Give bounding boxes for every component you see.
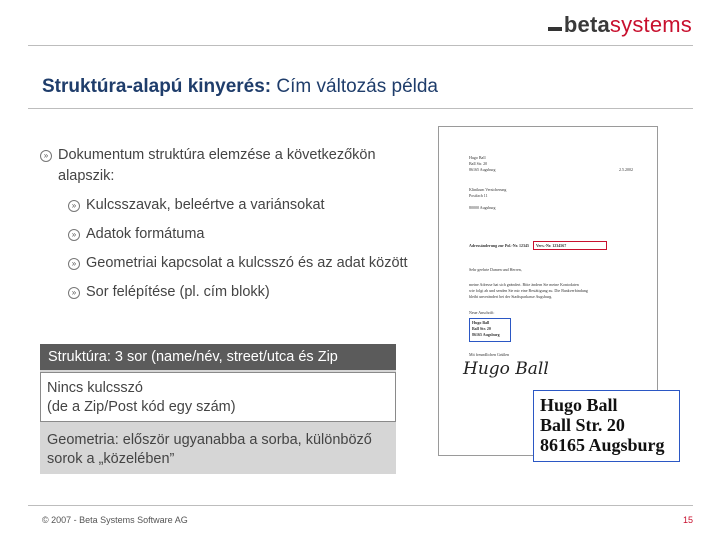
doc-recipient-line: 80000 Augsburg bbox=[469, 205, 496, 210]
no-keyword-box bbox=[40, 372, 396, 422]
logo-dash bbox=[548, 27, 562, 31]
bullet-text: Sor felépítése (pl. cím blokk) bbox=[86, 284, 270, 300]
title-divider bbox=[28, 108, 693, 109]
doc-sender-line: Ball Str. 20 bbox=[469, 161, 488, 166]
bullet-item bbox=[68, 224, 420, 245]
logo-systems: systems bbox=[609, 12, 692, 37]
bullet-arrow-icon: » bbox=[68, 258, 80, 270]
slide-title-bold: Struktúra-alapú kinyerés: bbox=[42, 76, 272, 97]
no-keyword-line: Nincs kulcsszó bbox=[47, 380, 143, 396]
doc-sender-line: Hugo Ball bbox=[469, 155, 486, 160]
bullet-arrow-icon: » bbox=[68, 287, 80, 299]
footer-divider bbox=[28, 505, 693, 506]
bullet-arrow-icon: » bbox=[68, 229, 80, 241]
bullet-arrow-icon: » bbox=[68, 200, 80, 212]
doc-new-address-label: Neue Anschrift: bbox=[469, 310, 495, 315]
slide-title-rest: Cím változás példa bbox=[271, 76, 438, 97]
doc-reference-label: Adressänderung zur Pol.-Nr. 12345 bbox=[469, 243, 530, 248]
bullet-text: Kulcsszavak, beleértve a variánsokat bbox=[86, 197, 325, 213]
logo-beta: beta bbox=[563, 12, 610, 37]
doc-sender-line: 86165 Augsburg bbox=[469, 167, 496, 172]
bullet-list bbox=[40, 145, 420, 303]
address-zoom-callout bbox=[533, 390, 680, 462]
doc-recipient-line: Klinikum Versicherung bbox=[469, 187, 507, 192]
doc-address-line: Hugo Ball bbox=[472, 320, 490, 325]
zoom-line: Hugo Ball bbox=[540, 395, 618, 415]
bullet-item bbox=[68, 253, 420, 274]
header-divider bbox=[28, 45, 693, 46]
beta-systems-logo bbox=[548, 12, 692, 38]
doc-signature: Hugo Ball bbox=[463, 359, 549, 379]
bullet-item bbox=[40, 145, 420, 187]
doc-date: 2.5.2002 bbox=[619, 167, 633, 172]
slide-title bbox=[42, 76, 438, 98]
doc-reference-value: Vers.-Nr. 1234567 bbox=[536, 243, 567, 248]
bullet-arrow-icon: » bbox=[40, 150, 52, 162]
doc-address-line: 86165 Augsburg bbox=[472, 332, 500, 337]
doc-body-line: bleibt unverändert bei der Stadtsparkasse Augsburg. bbox=[469, 294, 553, 299]
doc-address-line: Ball Str. 20 bbox=[472, 326, 491, 331]
doc-body-line: meine Adresse hat sich geändert. Bitte ändern Sie meine Kontodaten bbox=[469, 282, 579, 287]
structure-caption: Struktúra: 3 sor (name/név, street/utca és Zip bbox=[40, 344, 396, 370]
zoom-line: Ball Str. 20 bbox=[540, 415, 625, 435]
zoom-line: 86165 Augsburg bbox=[540, 435, 665, 455]
bullet-item bbox=[68, 282, 420, 303]
bullet-text: Adatok formátuma bbox=[86, 226, 205, 242]
footer-copyright: © 2007 - Beta Systems Software AG bbox=[42, 515, 188, 525]
doc-closing: Mit freundlichen Grüßen bbox=[469, 352, 509, 357]
geometry-caption: Geometria: először ugyanabba a sorba, különböző sorok a „közelében” bbox=[47, 432, 372, 467]
bullet-text: Geometriai kapcsolat a kulcsszó és az adat között bbox=[86, 255, 408, 271]
no-keyword-line: (de a Zip/Post kód egy szám) bbox=[47, 399, 236, 415]
page-number: 15 bbox=[683, 515, 694, 525]
doc-greeting: Sehr geehrte Damen und Herren, bbox=[469, 267, 522, 272]
doc-body-line: wie folgt ab und senden Sie mir eine Bestätigung zu. Die Bankverbindung bbox=[469, 288, 588, 293]
bullet-text: Dokumentum struktúra elemzése a következőkön alapszik: bbox=[58, 147, 376, 184]
doc-recipient-line: Postfach 11 bbox=[469, 193, 488, 198]
bullet-item bbox=[68, 195, 420, 216]
